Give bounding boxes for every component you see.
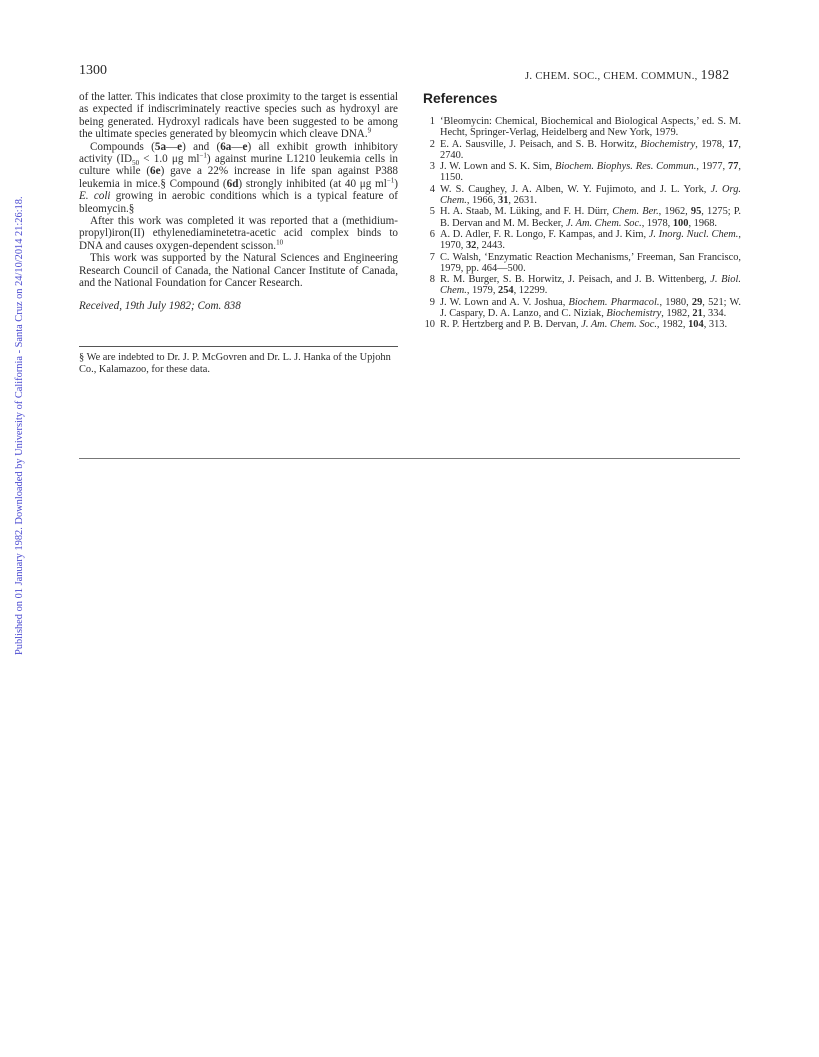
page-number: 1300 bbox=[79, 63, 107, 78]
paragraph-3: After this work was completed it was reported that a (methidium-propyl)iron(II) ethylenediaminetetra-acetic acid complex binds to DNA and causes oxygen-dependent scisson.$^{10}$ bbox=[79, 215, 398, 252]
reference-text: , 2443. bbox=[476, 240, 505, 252]
reference-number: 4 bbox=[429, 183, 435, 195]
reference-text: J. W. Lown and S. K. Sim, bbox=[440, 161, 555, 173]
reference-item bbox=[423, 161, 741, 184]
reference-item bbox=[423, 184, 741, 207]
reference-text: 31 bbox=[498, 195, 509, 207]
reference-text: , 334. bbox=[702, 308, 727, 320]
received-date: Received, 19th July 1982; Com. 838 bbox=[79, 299, 241, 312]
reference-text: 77 bbox=[728, 161, 739, 173]
reference-text: ‘Bleomycin: Chemical, Biochemical and Biological Aspects,’ ed. S. M. Hecht, Springer-Verlag, Heidelberg and New York, 1979. bbox=[440, 116, 741, 139]
reference-text: 95 bbox=[690, 206, 702, 218]
journal-name: J. CHEM. SOC., CHEM. COMMUN., bbox=[525, 71, 698, 82]
reference-text: J. Am. Chem. Soc. bbox=[565, 217, 642, 229]
reference-number: 2 bbox=[429, 138, 435, 150]
paragraph-1: of the latter. This indicates that close proximity to the target is essential as expected if indiscriminately reactive species such as hydroxyl are being generated. Hydroxyl radicals have been suggested to be among the ultimate species generated by bleomycin which cleave DNA.$^9$ bbox=[79, 91, 398, 141]
reference-item bbox=[423, 319, 741, 330]
citation-9: 9 bbox=[367, 126, 372, 135]
reference-text: J. Biol. Chem. bbox=[440, 274, 741, 297]
reference-text: Biochem. Biophys. Res. Commun. bbox=[554, 161, 697, 173]
reference-text: , 1980, bbox=[659, 296, 692, 308]
reference-text: 100 bbox=[672, 217, 689, 229]
reference-item bbox=[423, 252, 741, 275]
download-watermark: Published on 01 January 1982. Downloaded by University of California - Santa Cruz on 24/10/2014 21:26:18. bbox=[14, 196, 25, 655]
citation-10: 10 bbox=[276, 238, 284, 247]
reference-text: E. A. Sausville, J. Peisach, and S. B. Horwitz, bbox=[440, 138, 641, 150]
reference-text: 21 bbox=[692, 308, 703, 320]
reference-text: , 1275; P. B. Dervan and M. M. Becker, bbox=[440, 206, 742, 229]
reference-text: , 1982, bbox=[656, 319, 689, 331]
reference-item bbox=[423, 139, 741, 162]
reference-number: 9 bbox=[429, 296, 435, 308]
reference-number: 8 bbox=[429, 274, 435, 286]
reference-text: J. W. Lown and A. V. Joshua, bbox=[440, 296, 569, 308]
reference-text: A. D. Adler, F. R. Longo, F. Kampas, and J. Kim, bbox=[440, 228, 649, 240]
reference-text: Biochemistry bbox=[640, 138, 696, 150]
reference-text: , 2740. bbox=[440, 138, 741, 161]
reference-text: , 1150. bbox=[440, 161, 742, 184]
footnote: § We are indebted to Dr. J. P. McGovren and Dr. L. J. Hanka of the Upjohn Co., Kalamazoo, for these data. bbox=[79, 352, 391, 375]
reference-text: H. A. Staab, M. Lüking, and F. H. Dürr, bbox=[440, 206, 613, 218]
reference-text: , 1977, bbox=[696, 161, 729, 173]
reference-text: , 1962, bbox=[658, 206, 691, 218]
reference-text: , 1979, bbox=[466, 285, 499, 297]
reference-text: J. Org. Chem. bbox=[440, 183, 741, 207]
reference-number: 6 bbox=[429, 228, 435, 240]
journal-header bbox=[525, 67, 730, 83]
reference-item bbox=[423, 116, 741, 139]
reference-text: , 1978, bbox=[641, 217, 673, 229]
reference-text: 104 bbox=[688, 319, 704, 331]
reference-text: R. M. Burger, S. B. Horwitz, J. Peisach, and J. B. Wittenberg, bbox=[440, 274, 711, 286]
reference-text: C. Walsh, ‘Enzymatic Reaction Mechanisms,’ Freeman, San Francisco, 1979, pp. 464—500. bbox=[440, 251, 741, 274]
reference-text: , 1970, bbox=[440, 228, 741, 252]
reference-text: 254 bbox=[498, 285, 514, 297]
reference-text: , 1966, bbox=[466, 195, 499, 207]
reference-text: 29 bbox=[691, 296, 703, 308]
paragraph-2: Compounds (5a—e) and (6a—e) all exhibit growth inhibitory activity ($ID_{50} < 1.0$ μg $ml^{-1}$) against murine L1210 leukemia cells in culture while (6e) gave a 22% increase in life span against P388 leukemia in mice.§ Compound (6d) strongly inhibited (at 40 μg $ml^{-1}$) E. coli growing in aerobic conditions which is a typical feature of bleomycin.§ bbox=[79, 140, 398, 215]
reference-text: W. S. Caughey, J. A. Alben, W. Y. Fujimoto, and J. L. York, bbox=[440, 183, 711, 195]
reference-text: , 313. bbox=[703, 319, 728, 331]
reference-item bbox=[423, 297, 741, 320]
reference-item bbox=[423, 229, 741, 252]
reference-number: 1 bbox=[429, 116, 435, 127]
reference-text: 32 bbox=[465, 240, 477, 252]
reference-number: 7 bbox=[429, 251, 435, 263]
paragraph-acknowledgements: This work was supported by the Natural Sciences and Engineering Research Council of Canada, the National Cancer Institute of Canada, and the National Foundation for Cancer Research. bbox=[79, 252, 398, 290]
reference-text: , 521; W. J. Caspary, D. A. Lanzo, and C. Niziak, bbox=[440, 296, 742, 320]
reference-number: 5 bbox=[429, 206, 435, 218]
footnote-divider bbox=[79, 346, 398, 347]
reference-text: , 2631. bbox=[508, 195, 537, 207]
references-list bbox=[423, 116, 741, 331]
reference-number: 10 bbox=[424, 319, 435, 331]
reference-number: 3 bbox=[429, 161, 435, 173]
reference-text: 17 bbox=[728, 138, 739, 150]
reference-text: , 12299. bbox=[513, 285, 548, 297]
reference-text: , 1978, bbox=[695, 138, 728, 150]
reference-text: Biochem. Pharmacol. bbox=[568, 296, 660, 308]
reference-text: J. Inorg. Nucl. Chem. bbox=[648, 228, 739, 240]
reference-item bbox=[423, 206, 741, 229]
journal-year: 1982 bbox=[700, 67, 730, 82]
reference-text: Chem. Ber. bbox=[612, 206, 659, 218]
reference-text: , 1982, bbox=[661, 308, 693, 320]
reference-text: R. P. Hertzberg and P. B. Dervan, bbox=[440, 319, 582, 331]
reference-item bbox=[423, 274, 741, 297]
left-column bbox=[79, 91, 398, 312]
reference-text: J. Am. Chem. Soc. bbox=[581, 319, 657, 331]
reference-text: Biochemistry bbox=[606, 308, 662, 320]
page-end-rule bbox=[79, 458, 740, 459]
reference-text: , 1968. bbox=[688, 217, 718, 229]
references-heading: References bbox=[423, 91, 498, 106]
